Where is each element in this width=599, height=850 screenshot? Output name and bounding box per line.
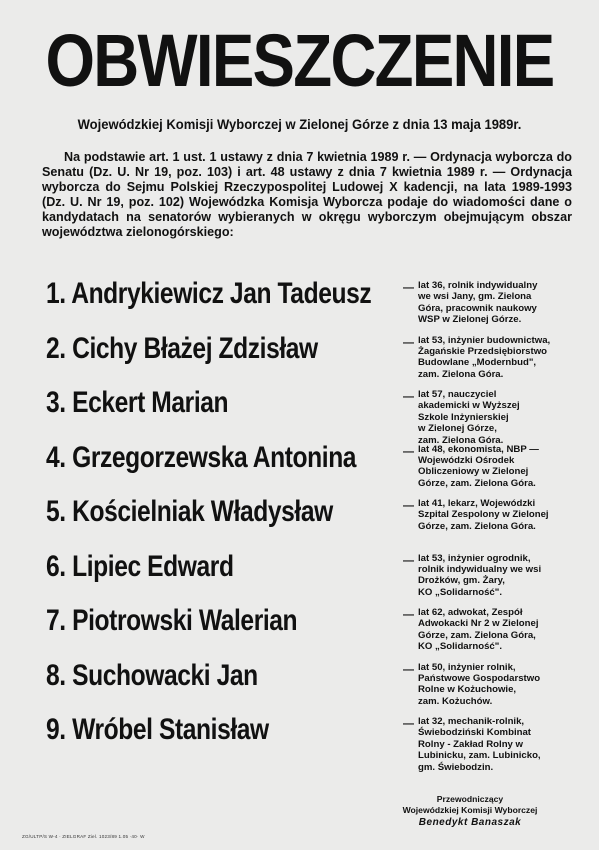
candidate-description-line: WSP w Zielonej Górze. xyxy=(418,314,522,326)
candidate-description-line: zam. Kożuchów. xyxy=(418,695,493,707)
candidate-description-line: Budowlane „Modernbud", xyxy=(418,357,537,369)
candidate-description-line: lat 50, inżynier rolnik, xyxy=(418,661,516,673)
candidate-description-line: w Zielonej Górze, xyxy=(418,423,497,435)
candidate-description-line: Lubinicku, zam. Lubinicko, xyxy=(418,750,541,762)
candidate-name: 3. Eckert Marian xyxy=(46,386,229,419)
candidate-description-line: Państwowe Gospodarstwo xyxy=(418,672,541,684)
candidate-dash: — xyxy=(403,554,414,567)
candidate-name: 7. Piotrowski Walerian xyxy=(46,604,298,637)
candidate-description-line: KO „Solidarność". xyxy=(418,586,502,598)
candidate-dash: — xyxy=(403,445,414,458)
poster-title: OBWIESZCZENIE xyxy=(45,19,554,102)
candidate-name: 6. Lipiec Edward xyxy=(46,549,234,583)
candidate-description xyxy=(418,389,568,446)
candidate-description-line: Świebodziński Kombinat xyxy=(418,727,532,739)
candidate-description-line: Góra, pracownik naukowy xyxy=(418,302,537,314)
candidate-name: 8. Suchowacki Jan xyxy=(46,658,258,692)
candidate-description-line: Obliczeniowy w Zielonej xyxy=(418,466,529,478)
candidate-description-line: akademicki w Wyższej xyxy=(418,400,520,412)
candidate-description xyxy=(418,607,568,653)
candidate-description-line: Drożków, gm. Żary, xyxy=(418,575,505,587)
candidate-dash: — xyxy=(403,500,414,512)
candidate-description-line: Żagańskie Przedsiębiorstwo xyxy=(418,345,548,357)
candidate-description-line: Szpital Zespolony w Zielonej xyxy=(418,509,549,521)
candidate-name: 4. Grzegorzewska Antonina xyxy=(46,440,357,474)
candidate-description xyxy=(418,335,568,381)
candidate-description-line: lat 62, adwokat, Zespół xyxy=(418,607,523,618)
candidate-description-line: Wojewódzki Ośrodek xyxy=(418,454,515,466)
candidate-description xyxy=(418,553,568,599)
candidate-dash: — xyxy=(403,282,414,294)
signature-block xyxy=(370,794,570,830)
candidate-description-line: lat 41, lekarz, Wojewódzki xyxy=(418,498,536,509)
candidate-description xyxy=(418,716,568,773)
candidate-name: 1. Andrykiewicz Jan Tadeusz xyxy=(46,277,372,310)
candidate-description-line: Rolne w Kożuchowie, xyxy=(418,684,517,696)
candidate-description-line: we wsi Jany, gm. Zielona xyxy=(418,291,532,303)
candidate-description-line: rolnik indywidualny we wsi xyxy=(418,563,542,575)
candidate-name: 5. Kościelniak Władysław xyxy=(46,495,333,528)
candidate-dash: — xyxy=(403,391,414,403)
intro-paragraph: Na podstawie art. 1 ust. 1 ustawy z dnia 7 kwietnia 1989 r. — Ordynacja wyborcza do Senatu (Dz. U. Nr 19, poz. 103) i art. 48 ustawy z dnia 7 kwietnia 1989 r. — Ordynacja wyborcza do Sejmu Polskiej Rzeczypospolitej Ludowej X kadencji, na lata 1989-1993 (Dz. U. Nr 19, poz. 102) Wojewódzka Komisja Wyborcza podaje do wiadomości dane o kandydatach na senatorów wybieranych w okręgu wyborczym obejmującym obszar województwa zielonogórskiego: xyxy=(42,150,572,239)
candidate-description-line: Górze, zam. Zielona Góra. xyxy=(418,520,536,532)
candidate-description-line: lat 57, nauczyciel xyxy=(418,389,497,400)
candidate-description-line: zam. Zielona Góra. xyxy=(418,434,504,446)
candidate-description xyxy=(418,280,568,326)
candidate-description-line: Szkole Inżynierskiej xyxy=(418,411,509,423)
candidate-description-line: Rolny - Zakład Rolny w xyxy=(418,738,524,750)
candidate-description-line: Adwokacki Nr 2 w Zielonej xyxy=(418,618,539,630)
candidate-description-line: zam. Zielona Góra. xyxy=(418,368,504,380)
candidate-dash: — xyxy=(403,718,414,730)
candidate-description-line: KO „Solidarność". xyxy=(418,641,502,653)
candidate-dash: — xyxy=(403,663,414,676)
candidate-dash: — xyxy=(403,336,414,349)
poster-subtitle: Wojewódzkiej Komisji Wyborczej w Zielonej Górze z dnia 13 maja 1989r. xyxy=(77,116,522,132)
candidate-description xyxy=(418,444,568,490)
candidate-name: 2. Cichy Błażej Zdzisław xyxy=(46,331,318,365)
candidate-description-line: lat 36, rolnik indywidualny xyxy=(418,280,538,291)
candidate-description-line: lat 53, inżynier ogrodnik, xyxy=(418,552,531,564)
candidate-description xyxy=(418,662,568,708)
signature-role-line1: Przewodniczący xyxy=(436,794,504,804)
candidate-description xyxy=(418,498,568,532)
candidate-dash: — xyxy=(403,609,414,621)
signature-role-line2: Wojewódzkiej Komisji Wyborczej xyxy=(402,805,538,815)
signature-name: Benedykt Banaszak xyxy=(418,817,522,828)
candidate-name: 9. Wróbel Stanisław xyxy=(46,713,269,746)
candidate-description-line: lat 48, ekonomista, NBP — xyxy=(418,443,539,455)
printer-imprint: ZG/ULTP/S W-4 · ZIELGRAF Ziel. 1023/89 1.05 ·40· W xyxy=(22,834,145,839)
candidate-description-line: lat 32, mechanik-rolnik, xyxy=(418,716,525,727)
candidate-description-line: gm. Świebodzin. xyxy=(418,761,494,773)
candidate-description-line: Górze, zam. Zielona Góra. xyxy=(418,477,536,489)
candidate-description-line: lat 53, inżynier budownictwa, xyxy=(418,334,551,346)
candidate-description-line: Górze, zam. Zielona Góra, xyxy=(418,629,536,641)
